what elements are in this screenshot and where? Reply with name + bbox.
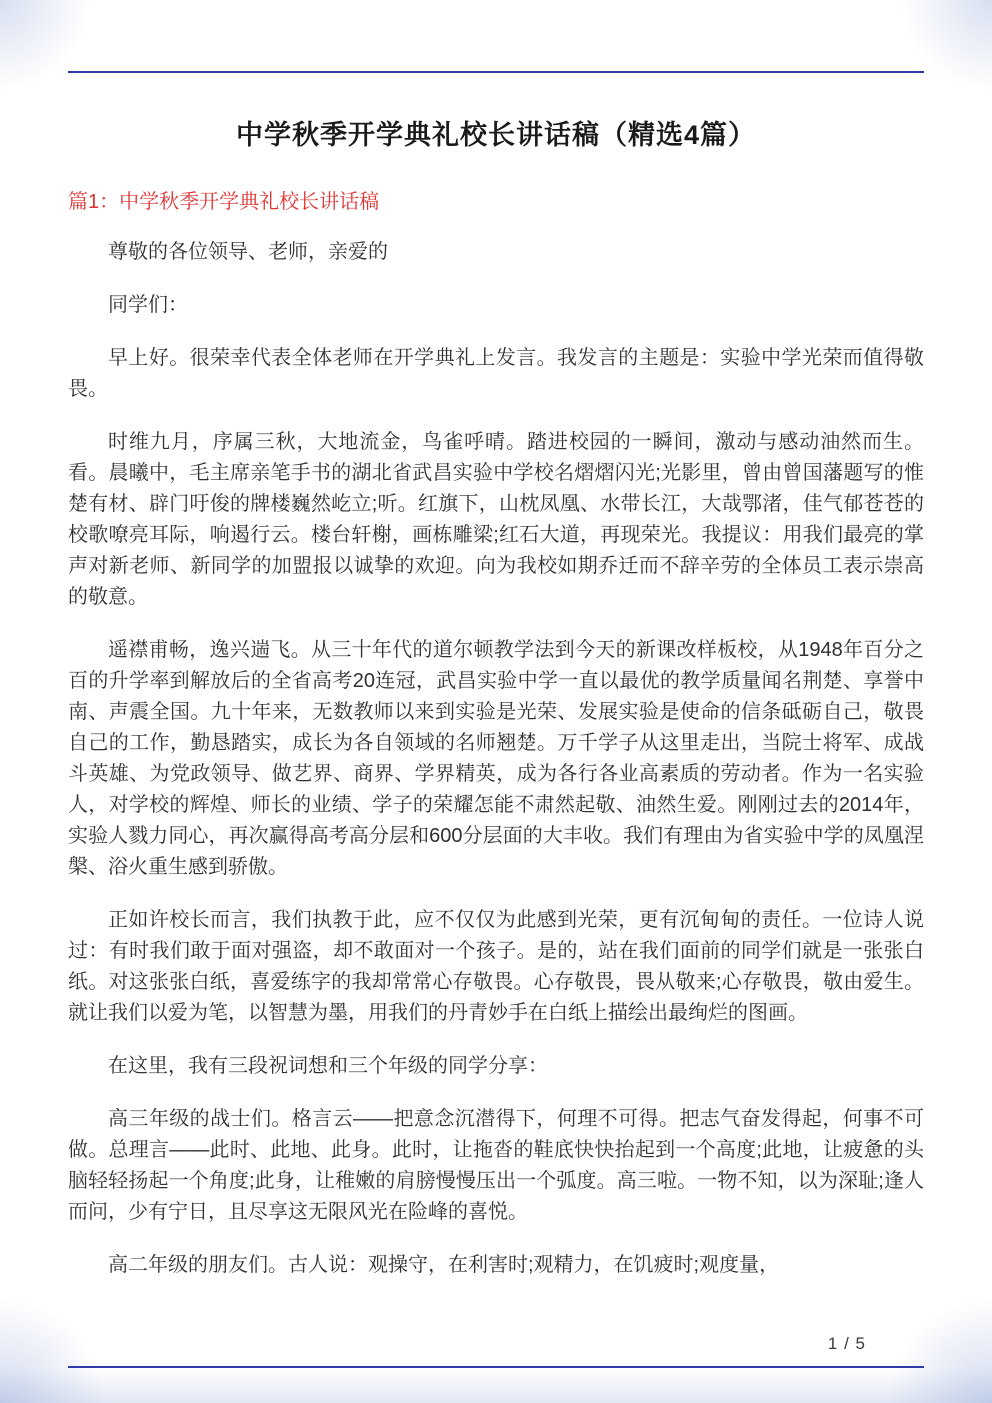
paragraph: 尊敬的各位领导、老师，亲爱的 <box>108 241 388 264</box>
bottom-rule <box>68 1366 924 1368</box>
document-body <box>68 237 924 1281</box>
paragraph: 高二年级的朋友们。古人说：观操守，在利害时;观精力，在饥疲时;观度量， <box>108 1254 780 1277</box>
section-heading: 篇1：中学秋季开学典礼校长讲话稿 <box>68 191 380 214</box>
document-title: 中学秋季开学典礼校长讲话稿（精选4篇） <box>235 120 756 150</box>
paragraph: 遥襟甫畅，逸兴遄飞。从三十年代的道尔顿教学法到今天的新课改样板校，从1948年百分之百的升学率到解放后的全省高考20连冠，武昌实验中学一直以最优的教学质量闻名荆楚、享誉中南、声震全国。九十年来，无数教师以来到实验是光荣、发展实验是使命的信条砥砺自己，敬畏自己的工作，勤恳踏实，成长为各自领域的名师翘楚。万千学子从这里走出，当院士将军、成战斗英雄、为党政领导、做艺界、商界、学界精英，成为各行各业高素质的劳动者。作为一名实验人，对学校的辉煌、师长的业绩、学子的荣耀怎能不肃然起敬、油然生爱。刚刚过去的2014年，实验人戮力同心，再次赢得高考高分层和600分层面的大丰收。我们有理由为省实验中学的凤凰涅槃、浴火重生感到骄傲。 <box>68 639 924 879</box>
paragraph: 时维九月，序属三秋，大地流金，鸟雀呼晴。踏进校园的一瞬间，激动与感动油然而生。看。晨曦中，毛主席亲笔手书的湖北省武昌实验中学校名熠熠闪光;光影里，曾由曾国藩题写的惟楚有材、辟门吁俊的牌楼巍然屹立;听。红旗下，山枕凤凰、水带长江，大哉鄂渚，佳气郁苍苍的校歌嘹亮耳际，响遏行云。楼台轩榭，画栋雕梁;红石大道，再现荣光。我提议：用我们最亮的掌声对新老师、新同学的加盟报以诚挚的欢迎。向为我校如期乔迁而不辞辛劳的全体员工表示崇高的敬意。 <box>68 431 924 609</box>
paragraph: 正如许校长而言，我们执教于此，应不仅仅为此感到光荣，更有沉甸甸的责任。一位诗人说过：有时我们敢于面对强盗，却不敢面对一个孩子。是的，站在我们面前的同学们就是一张张白纸。对这张张白纸，喜爱练字的我却常常心存敬畏。心存敬畏，畏从敬来;心存敬畏，敬由爱生。就让我们以爱为笔，以智慧为墨，用我们的丹青妙手在白纸上描绘出最绚烂的图画。 <box>68 909 924 1025</box>
paragraph: 在这里，我有三段祝词想和三个年级的同学分享： <box>108 1055 548 1078</box>
paragraph: 高三年级的战士们。格言云——把意念沉潜得下，何理不可得。把志气奋发得起，何事不可做。总理言——此时、此地、此身。此时，让拖沓的鞋底快快抬起到一个高度;此地，让疲惫的头脑轻轻扬起一个角度;此身，让稚嫩的肩膀慢慢压出一个弧度。高三啦。一物不知，以为深耻;逢人而问，少有宁日，且尽享这无限风光在险峰的喜悦。 <box>68 1108 924 1224</box>
paragraph: 同学们： <box>108 294 188 317</box>
page-number: 1 / 5 <box>827 1334 866 1353</box>
top-rule <box>68 71 924 73</box>
paragraph: 早上好。很荣幸代表全体老师在开学典礼上发言。我发言的主题是：实验中学光荣而值得敬畏。 <box>68 347 924 401</box>
